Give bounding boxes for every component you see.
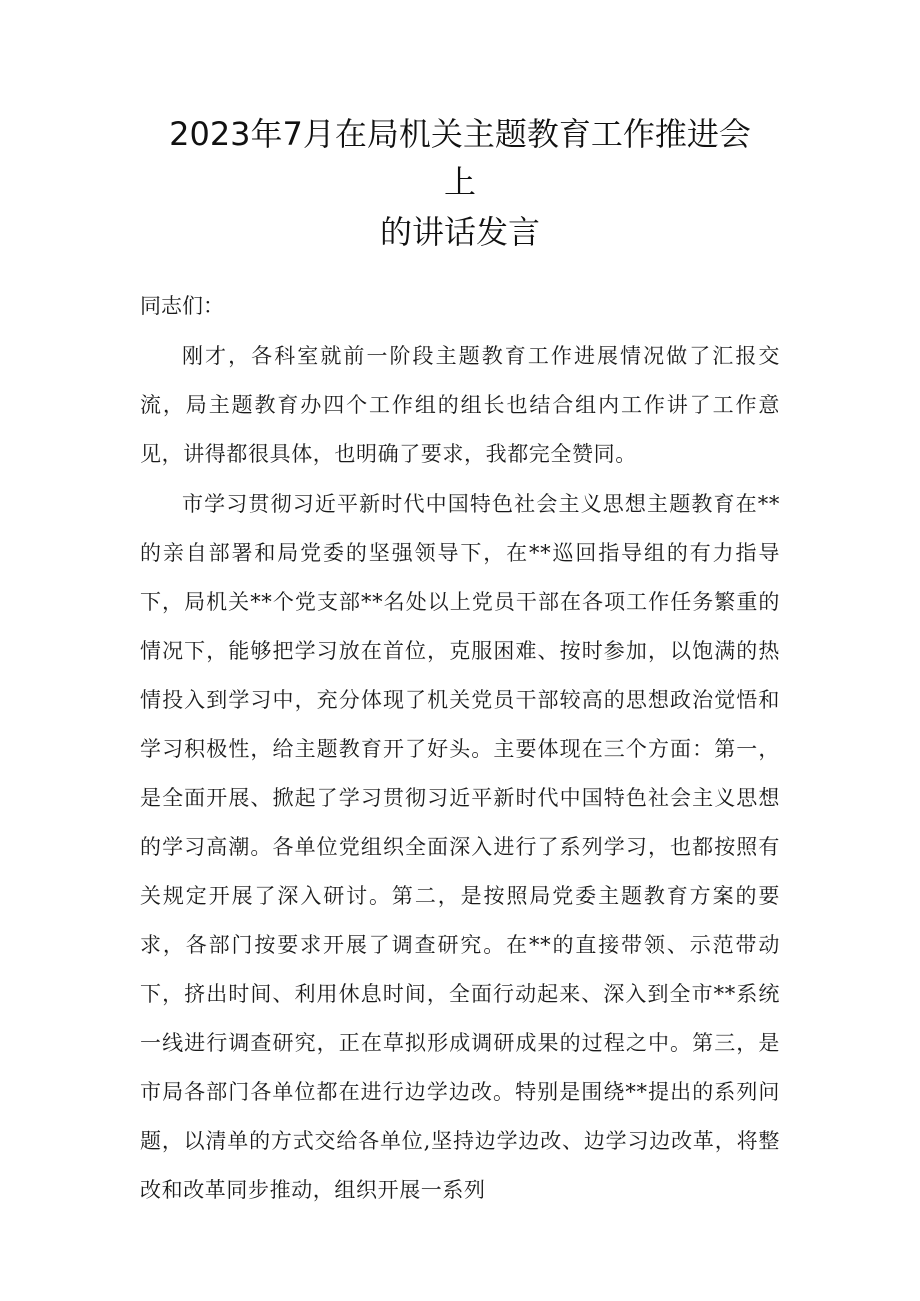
paragraph-1: 刚才，各科室就前一阶段主题教育工作进展情况做了汇报交流，局主题教育办四个工作组的组长也结合组内工作讲了工作意见，讲得都很具体，也明确了要求，我都完全赞同。 <box>140 344 780 466</box>
document-title-line-1: 2023年7月在局机关主题教育工作推进会 <box>169 115 751 153</box>
document-title-line-2: 上 <box>443 163 476 201</box>
salutation: 同志们： <box>140 294 224 318</box>
document-title-line-3: 的讲话发言 <box>379 213 540 251</box>
paragraph-2: 市学习贯彻习近平新时代中国特色社会主义思想主题教育在**的亲自部署和局党委的坚强领导下，在**巡回指导组的有力指导下，局机关**个党支部**名处以上党员干部在各项工作任务繁重的情况下，能够把学习放在首位，克服困难、按时参加，以饱满的热情投入到学习中，充分体现了机关党员干部较高的思想政治觉悟和学习积极性，给主题教育开了好头。主要体现在三个方面：第一，是全面开展、掀起了学习贯彻习近平新时代中国特色社会主义思想的学习高潮。各单位党组织全面深入进行了系列学习，也都按照有关规定开展了深入研讨。第二，是按照局党委主题教育方案的要求，各部门按要求开展了调查研究。在**的直接带领、示范带动下，挤出时间、利用休息时间，全面行动起来、深入到全市**系统一线进行调查研究，正在草拟形成调研成果的过程之中。第三，是市局各部门各单位都在进行边学边改。特别是围绕**提出的系列问题，以清单的方式交给各单位,坚持边学边改、边学习边改革，将整改和改革同步推动，组织开展一系列 <box>140 492 780 1202</box>
